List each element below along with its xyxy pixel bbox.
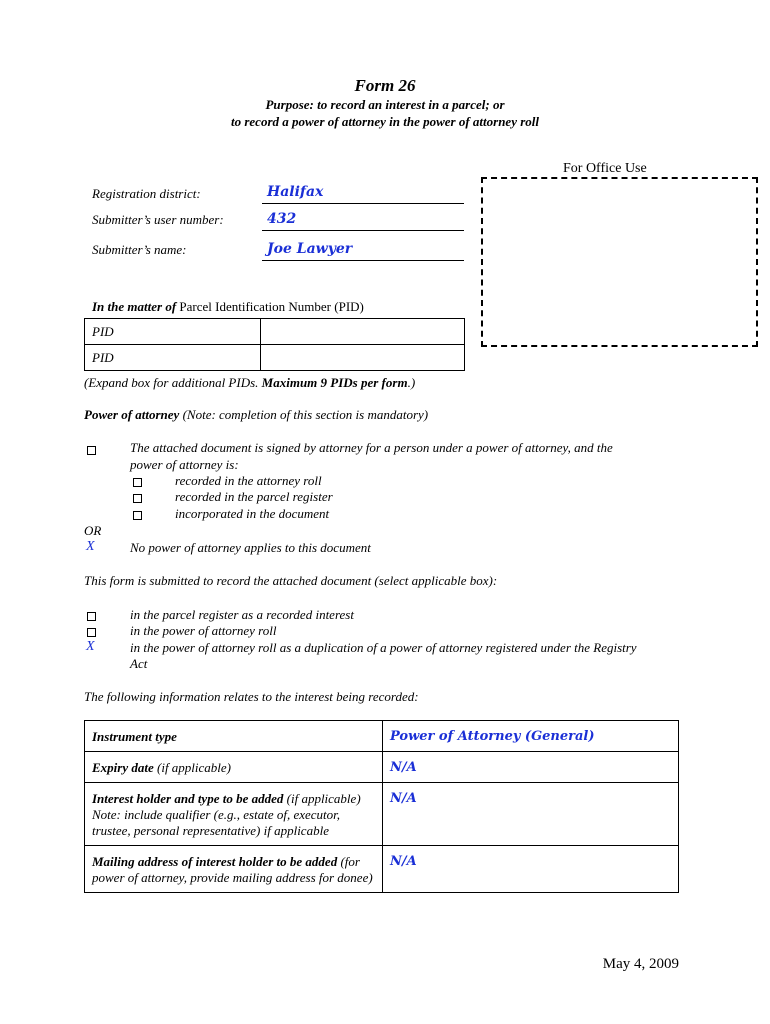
submission-option-3-cont: Act: [130, 656, 148, 671]
table-row: [85, 783, 679, 846]
pid-row: [85, 319, 465, 345]
pid-input[interactable]: [261, 319, 465, 345]
submission-option-2: in the power of attorney roll: [130, 623, 277, 638]
submission-intro: This form is submitted to record the attached document (select applicable box):: [84, 573, 498, 588]
user-number-label: Submitter’s user number:: [92, 212, 224, 227]
poa-sub-option-2: recorded in the parcel register: [175, 489, 333, 504]
poa-sub-checkbox-incorporated[interactable]: [133, 511, 142, 520]
pid-label: PID: [85, 345, 261, 371]
submission-option-1: in the parcel register as a recorded interest: [130, 607, 354, 622]
office-use-label: For Office Use: [563, 161, 647, 176]
mailing-address-label: Mailing address of interest holder to be added (for power of attorney, provide mailing address for donee): [85, 846, 383, 893]
submission-option-3: in the power of attorney roll as a duplication of a power of attorney registered under the Registry: [130, 640, 637, 655]
poa-sub-checkbox-attorney-roll[interactable]: [133, 478, 142, 487]
poa-option2-mark[interactable]: X: [86, 539, 95, 554]
registration-district-label: Registration district:: [92, 186, 201, 201]
poa-sub-option-3: incorporated in the document: [175, 506, 330, 521]
poa-option2-text: No power of attorney applies to this document: [130, 540, 371, 555]
table-row: [85, 846, 679, 893]
table-row: [85, 721, 679, 752]
pid-input[interactable]: [261, 345, 465, 371]
purpose-line-2: to record a power of attorney in the power of attorney roll: [230, 114, 540, 129]
registration-district-field[interactable]: Halifax: [262, 184, 464, 204]
submission-checkbox-poa-roll[interactable]: [87, 628, 96, 637]
expiry-date-label: Expiry date (if applicable): [85, 752, 383, 783]
poa-option1-line1: The attached document is signed by attorney for a person under a power of attorney, and the: [130, 440, 613, 455]
poa-sub-option-1: recorded in the attorney roll: [175, 473, 322, 488]
poa-heading: Power of attorney (Note: completion of this section is mandatory): [84, 407, 429, 422]
interest-intro: The following information relates to the interest being recorded:: [84, 689, 419, 704]
pid-note: (Expand box for additional PIDs. Maximum 9 PIDs per form.): [84, 375, 416, 390]
poa-option1-line2: power of attorney is:: [130, 457, 239, 472]
table-row: [85, 752, 679, 783]
user-number-field[interactable]: 432: [262, 211, 464, 231]
submitter-name-label: Submitter’s name:: [92, 242, 187, 257]
pid-heading: In the matter of Parcel Identification Number (PID): [92, 299, 364, 314]
submission-option3-mark[interactable]: X: [86, 639, 95, 654]
form-date: May 4, 2009: [602, 956, 679, 972]
form-title: Form 26: [354, 76, 416, 95]
office-use-box: [481, 177, 758, 347]
pid-label: PID: [85, 319, 261, 345]
pid-table: [84, 318, 465, 371]
or-label: OR: [84, 523, 102, 538]
instrument-type-label: Instrument type: [85, 721, 383, 752]
instrument-type-value[interactable]: Power of Attorney (General): [383, 721, 679, 752]
poa-sub-checkbox-parcel-register[interactable]: [133, 494, 142, 503]
expiry-date-value[interactable]: N/A: [383, 752, 679, 783]
purpose-line-1: Purpose: to record an interest in a parcel; or: [265, 97, 505, 112]
mailing-address-value[interactable]: N/A: [383, 846, 679, 893]
pid-row: [85, 345, 465, 371]
submitter-name-field[interactable]: Joe Lawyer: [262, 241, 464, 261]
submission-checkbox-parcel-register[interactable]: [87, 612, 96, 621]
interest-holder-value[interactable]: N/A: [383, 783, 679, 846]
poa-option1-checkbox[interactable]: [87, 446, 96, 455]
interest-holder-label: Interest holder and type to be added (if applicable) Note: include qualifier (e.g., estate of, executor, trustee, personal representative) if applicable: [85, 783, 383, 846]
interest-table: [84, 720, 679, 893]
